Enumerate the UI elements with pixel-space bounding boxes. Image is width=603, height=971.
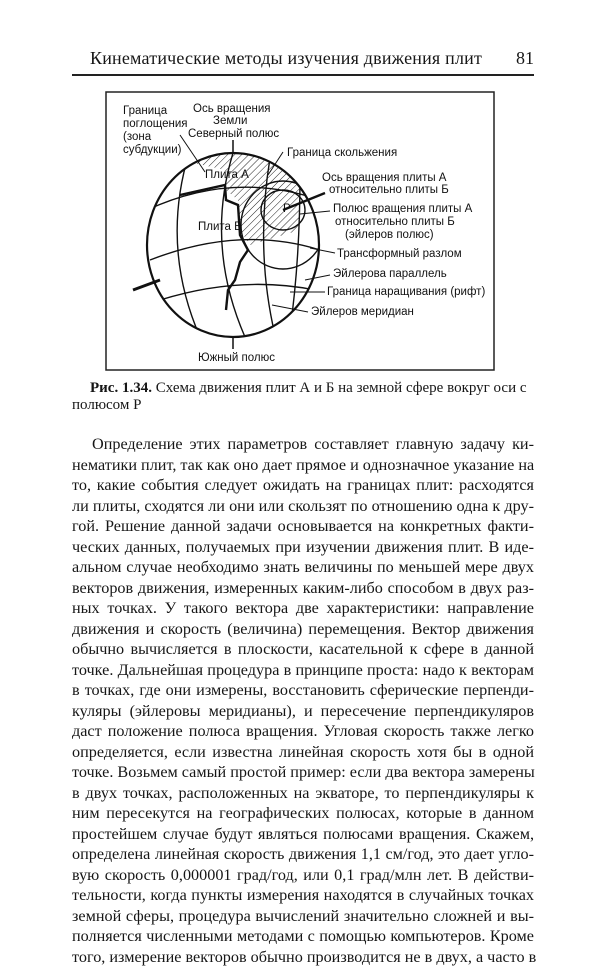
body-line: точке. Возьмем самый простой пример: если два вектора замерены	[72, 763, 535, 781]
body-line: ных точках. У такого вектора две характеристики: направление	[72, 599, 534, 617]
label-rift: Граница наращивания (рифт)	[327, 286, 486, 298]
label-plate-axis: Ось вращения плиты А	[322, 172, 447, 184]
body-line: даст положение полюса вращения. Угловая скорость также легко	[72, 722, 534, 740]
label-slip-boundary: Граница скольжения	[287, 147, 398, 159]
label-subduction: Граница	[123, 105, 168, 117]
body-line: ли плиты, сходятся ли они или скользят по отношению одна к дру-	[72, 496, 534, 515]
body-line: земной сферы, процедура вычислений значительно сложней и вы-	[72, 906, 534, 925]
body-line: в точках, где они измерены, восстановить сферические перпенди-	[72, 681, 534, 699]
label-euler-pole: Полюс вращения плиты А	[333, 203, 473, 215]
plate-b-label: Плита Б	[198, 221, 242, 233]
body-line: куляры (эйлеровы меридианы), и пересечение перпендикуляров	[72, 701, 534, 720]
body-line: гой. Решение данной задачи основывается на конкретных факти-	[72, 517, 534, 535]
body-line: нематики плит, так как оно дает прямое и однозначное указание на	[72, 455, 535, 474]
label-euler-meridian: Эйлеров меридиан	[311, 306, 414, 318]
caption-label: Рис. 1.34.	[90, 380, 152, 396]
body-line: ческих данных, получаемых при изучении движения плит. В иде-	[72, 537, 534, 556]
caption-text: Схема движения плит А и Б на земной сфере вокруг оси с полюсом Р	[72, 380, 527, 413]
body-line: альном случае необходимо знать величины по меньшей мере двух	[72, 558, 534, 576]
label-euler-pole: (эйлеров полюс)	[345, 229, 434, 241]
label-subduction: поглощения	[123, 118, 188, 130]
body-line: векторов движения, измеренных каким-либо способом в двух раз-	[72, 578, 534, 597]
figure-frame	[106, 92, 494, 370]
label-earth-axis: Земли	[213, 115, 248, 127]
label-subduction: субдукции)	[123, 144, 182, 156]
label-south-pole: Южный полюс	[198, 352, 276, 364]
plate-a-label: Плита А	[205, 169, 249, 181]
pole-label: P	[283, 203, 291, 215]
body-line: в двух точках, расположенных на экваторе, то перпендикуляры к	[72, 783, 534, 802]
running-title: Кинематические методы изучения движения плит	[90, 48, 483, 68]
body-line: полняется численными методами с помощью компьютеров. Кроме	[72, 927, 534, 945]
body-line: тельности, когда пункты измерения находятся в случайных точках	[72, 886, 534, 904]
body-line: Определение этих параметров составляет главную задачу ки-	[92, 435, 534, 453]
label-transform-fault: Трансформный разлом	[337, 248, 462, 260]
body-line: определяется, если известна линейная скорость хотя бы в одной	[72, 742, 534, 761]
page-number: 81	[516, 48, 534, 68]
body-line: обычно вычисляется в плоскости, касательной к сфере в данной	[72, 640, 534, 658]
body-line: вую скорость 0,000001 град/год, или 0,1 град/млн лет. В действи-	[72, 865, 534, 884]
body-line: простейшем случае будут являться полюсами вращения. Скажем,	[72, 824, 534, 843]
label-subduction: (зона	[123, 131, 152, 143]
body-line: определена линейная скорость движения 1,1 см/год, это дает угло-	[72, 845, 534, 863]
body-text	[72, 434, 537, 967]
label-euler-parallel: Эйлерова параллель	[333, 268, 447, 280]
label-north-pole: Северный полюс	[188, 128, 280, 140]
body-line: того, измерение векторов обычно производится не в двух, а часто в	[72, 947, 537, 966]
body-line: точке. Дальнейшая процедура в принципе проста: надо к векторам	[72, 660, 534, 679]
figure-plate-motion-diagram	[0, 0, 603, 380]
body-line: ним пересекутся на географических полюсах, которые в данном	[72, 804, 534, 822]
figure-caption	[72, 380, 534, 414]
body-line: то, какие события следует ожидать на границах плит: расходятся	[72, 476, 534, 494]
label-plate-axis: относительно плиты Б	[329, 184, 449, 196]
body-line: движения и скорость (величина) перемещения. Вектор движения	[72, 619, 534, 638]
label-euler-pole: относительно плиты Б	[335, 216, 455, 228]
label-earth-axis: Ось вращения	[193, 103, 271, 115]
